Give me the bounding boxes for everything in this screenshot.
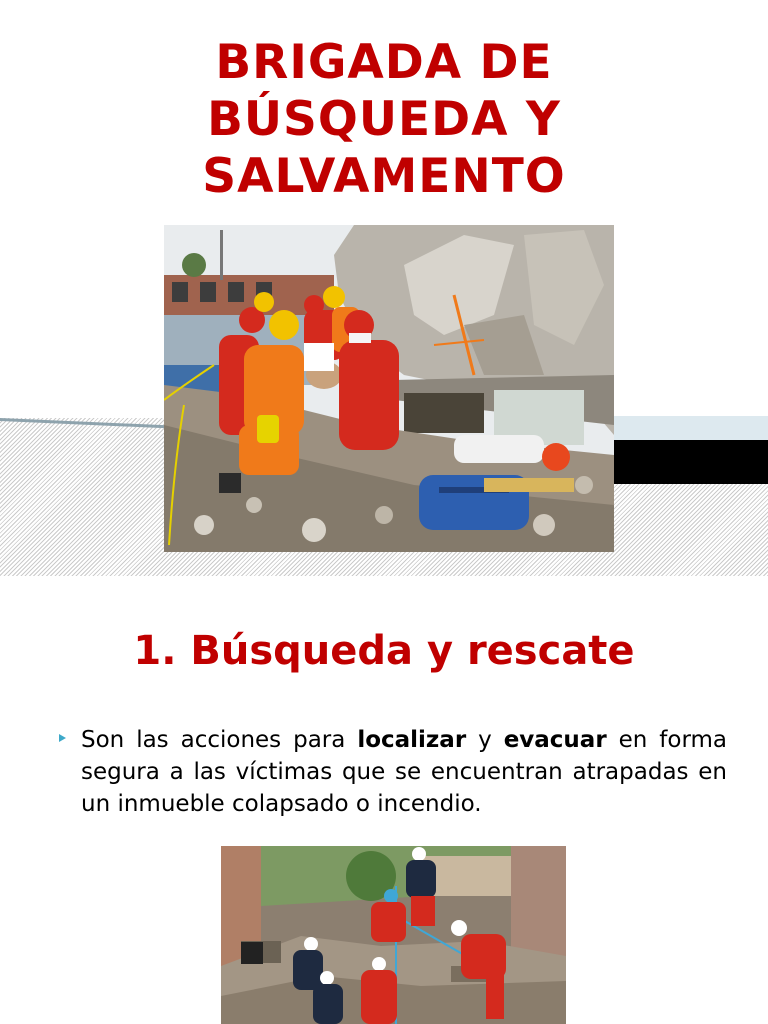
bullet-bold-evacuar: evacuar <box>503 727 607 753</box>
decorative-black-bar <box>612 440 768 484</box>
bullet-text-part3: en forma segura a las víctimas que se encuentran atrapadas en un inmueble colapsado o incendio. <box>81 727 728 817</box>
content-slide <box>0 576 768 1024</box>
decorative-light-bar <box>612 416 768 440</box>
title-line-1: BRIGADA DE <box>215 35 553 90</box>
bullet-arrow-icon <box>59 734 66 742</box>
slide-heading: 1. Búsqueda y rescate <box>133 628 635 674</box>
rescue-team-photo <box>164 225 614 552</box>
bullet-text-part1: Son las acciones para <box>81 727 358 753</box>
bullet-text-part2: y <box>466 727 504 753</box>
bullet-bold-localizar: localizar <box>357 727 467 753</box>
rope-rescue-photo <box>221 846 566 1024</box>
title-line-2: BÚSQUEDA Y <box>207 92 561 147</box>
title-line-3: SALVAMENTO <box>202 149 566 204</box>
bullet-text <box>81 724 727 820</box>
slide-title <box>0 34 768 205</box>
